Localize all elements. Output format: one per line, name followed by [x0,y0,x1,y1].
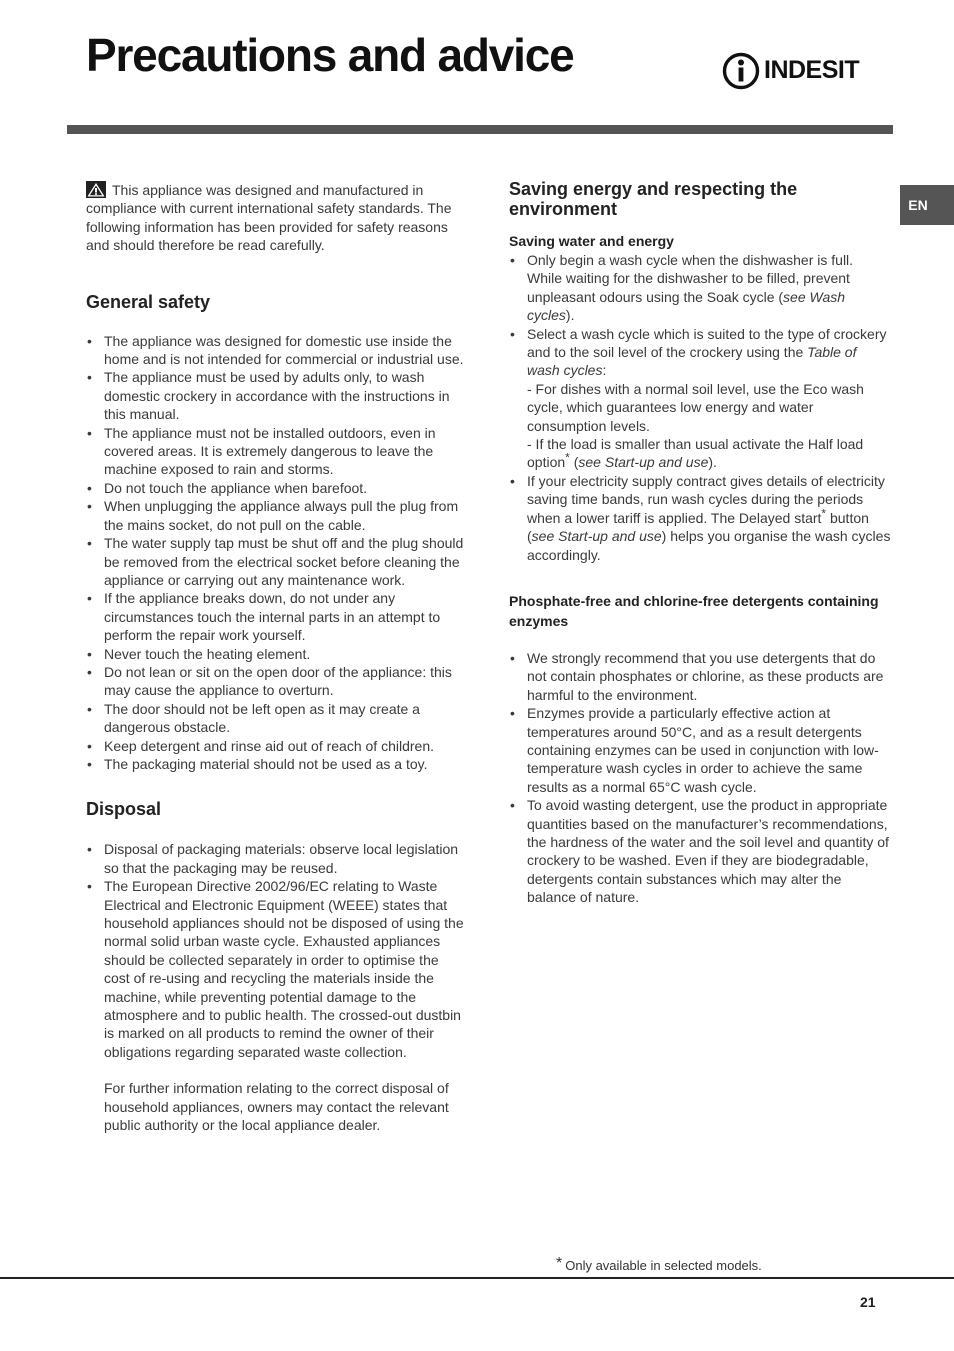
disposal-heading: Disposal [86,799,162,820]
sub-item: - If the load is smaller than usual activate the Half load option* (see Start-up and use). [527,436,864,471]
list-item: • The appliance must not be installed outdoors, even in covered areas. It is extremely dangerous to leave the machine exposed to rain and storms. [86,424,466,479]
list-item: • The packaging material should not be used as a toy. [86,755,466,773]
warning-icon [86,181,106,198]
list-item: • Do not lean or sit on the open door of the appliance: this may cause the appliance to overturn. [86,663,466,700]
detergents-list [509,649,891,907]
disposal-list [86,840,466,1061]
asterisk-mark: * [565,450,570,465]
asterisk-mark: * [821,506,827,521]
saving-water-heading: Saving water and energy [509,233,674,249]
list-item: • Enzymes provide a particularly effective action at temperatures around 50°C, and as a result detergents containing enzymes can be used in conjunction with low-temperature wash cycles in order to achieve the same results as a normal 65°C wash cycle. [509,704,891,796]
saving-energy-heading: Saving energy and respecting the environment [509,179,798,219]
brand-name: INDESIT [764,55,860,84]
general-safety-list [86,332,466,774]
cross-reference: see Start-up and use [578,454,709,471]
saving-water-list [509,251,891,564]
intro-text: This appliance was designed and manufactured in compliance with current international safety standards. The following information has been provided for safety reasons and should therefore be read carefully. [86,182,452,254]
indesit-logo [722,50,859,90]
cross-reference: see Wash cycles [527,288,846,324]
footnote [556,1255,762,1273]
list-item: • Do not touch the appliance when barefoot. [86,479,466,497]
info-i-icon [722,50,760,90]
cross-reference: Table of wash cycles [527,344,857,379]
list-item: • If the appliance breaks down, do not under any circumstances touch the internal parts in an attempt to perform the repair work yourself. [86,589,466,644]
list-item: • When unplugging the appliance always pull the plug from the mains socket, do not pull on the cable. [86,497,466,534]
list-item: • The door should not be left open as it may create a dangerous obstacle. [86,700,466,737]
right-column [509,179,891,907]
intro-paragraph [86,181,466,255]
sub-item: - For dishes with a normal soil level, use the Eco wash cycle, which guarantees low energy and water consumption levels. [527,380,864,434]
list-item: • To avoid wasting detergent, use the product in appropriate quantities based on the manufacturer’s recommendations, the hardness of the water and the soil level and quantity of crockery to be washed. Even if they are biodegradable, detergents contain substances which may alter the balance of nature. [509,796,891,906]
header-rule [67,125,893,134]
list-item: • Select a wash cycle which is suited to the type of crockery and to the soil level of the crockery using the Table of wash cycles: - For dishes with a normal soil level, use the Eco wash cycle, which guarantees low energy and water consumption levels. - If the load is smaller than usual activate the Half load option* (see Start-up and use). [509,325,891,472]
list-item: • Keep detergent and rinse aid out of reach of children. [86,737,466,755]
left-column [86,181,466,1134]
list-item: • Disposal of packaging materials: observe local legislation so that the packaging may be reused. [86,840,466,877]
list-item: • If your electricity supply contract gives details of electricity saving time bands, run wash cycles during the periods when a lower tariff is applied. The Delayed start* button (see Start-up and use) helps you organise the wash cycles accordingly. [509,472,891,564]
list-item: • The European Directive 2002/96/EC relating to Waste Electrical and Electronic Equipment (WEEE) states that household appliances should not be disposed of using the normal solid urban waste cycle. Exhausted appliances should be collected separately in order to optimise the cost of re-using and recycling the materials inside the machine, while preventing potential damage to the atmosphere and to public health. The crossed-out dustbin is marked on all products to remind the owner of their obligations regarding separated waste collection. [86,877,466,1061]
page-title: Precautions and advice [86,29,574,81]
detergents-heading: Phosphate-free and chlorine-free detergents containing enzymes [509,592,879,629]
asterisk-mark: * [556,1255,563,1272]
list-item: • The appliance must be used by adults only, to wash domestic crockery in accordance with the instructions in this manual. [86,368,466,423]
page-number: 21 [860,1294,876,1310]
list-item: • The appliance was designed for domestic use inside the home and is not intended for commercial or industrial use. [86,332,466,369]
list-item: • Never touch the heating element. [86,645,466,663]
language-tab: EN [900,185,954,225]
cross-reference: see Start-up and use [531,528,662,545]
list-item: • We strongly recommend that you use detergents that do not contain phosphates or chlorine, as these products are harmful to the environment. [509,649,891,704]
list-item: • The water supply tap must be shut off and the plug should be removed from the electrical socket before cleaning the appliance or carrying out any maintenance work. [86,534,466,589]
footer-rule [0,1277,954,1279]
general-safety-heading: General safety [86,291,211,312]
disposal-paragraph: For further information relating to the correct disposal of household appliances, owners may contact the relevant public authority or the local appliance dealer. [104,1080,449,1134]
list-item: • Only begin a wash cycle when the dishwasher is full. While waiting for the dishwasher to be filled, prevent unpleasant odours using the Soak cycle (see Wash cycles). [509,251,891,325]
footnote-text: Only available in selected models. [565,1258,762,1273]
